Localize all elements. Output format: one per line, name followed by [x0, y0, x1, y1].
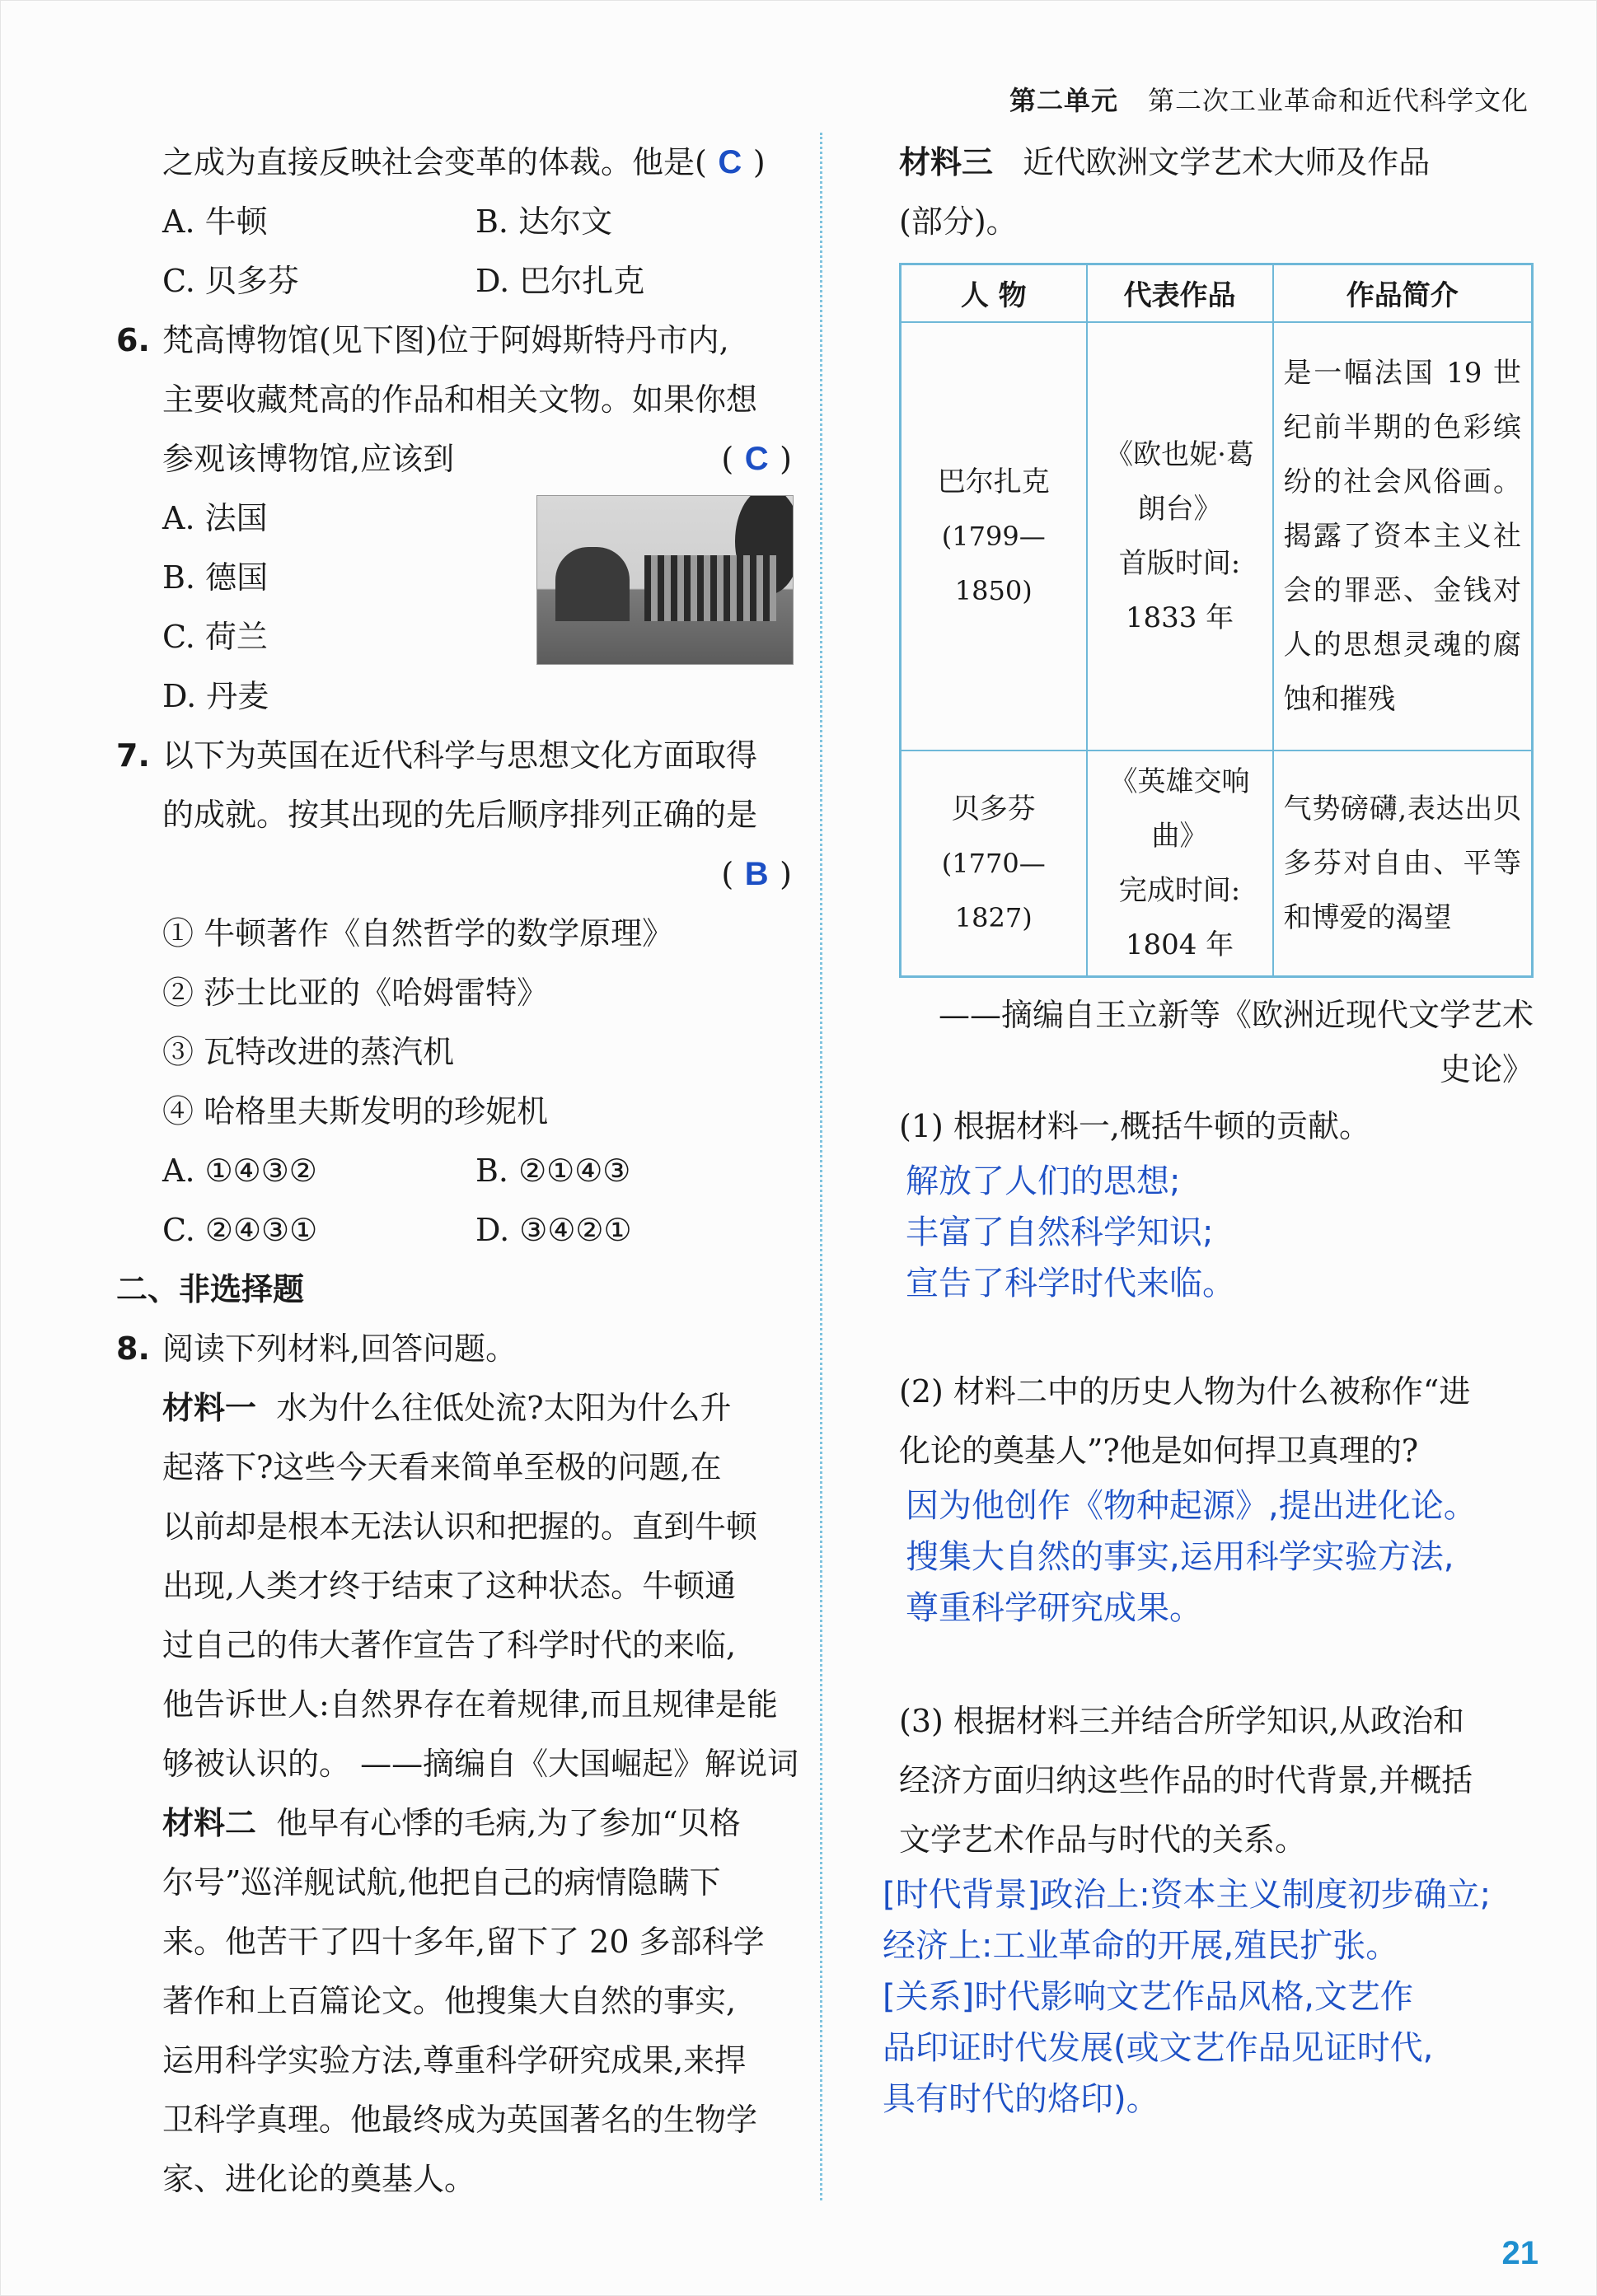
material2-line7: 家、进化论的奠基人。	[162, 2161, 476, 2197]
material2-line6: 卫科学真理。他最终成为英国著名的生物学	[162, 2102, 758, 2138]
q5-option-b: B. 达尔文	[475, 203, 613, 240]
q7-option-a: A. ①④③②	[162, 1153, 317, 1189]
answer-2	[899, 1480, 1534, 1634]
table-header-work: 代表作品	[1087, 264, 1273, 322]
sub-question-1: (1) 根据材料一,概括牛顿的贡献。	[899, 1107, 1370, 1144]
van-gogh-museum-photo	[536, 495, 794, 665]
q7-options-row2	[116, 1200, 792, 1260]
q7-item-3: ③ 瓦特改进的蒸汽机	[162, 1034, 455, 1070]
q7-item-1: ① 牛顿著作《自然哲学的数学原理》	[162, 915, 674, 952]
source-line1: ——摘编自王立新等《欧洲近现代文学艺术	[938, 996, 1534, 1033]
q8-intro: 8. 阅读下列材料,回答问题。	[116, 1319, 792, 1378]
material3-title: 材料三 近代欧洲文学艺术大师及作品	[899, 144, 1431, 180]
source-line2: 史论》	[1439, 1050, 1534, 1087]
q5-options-row2	[116, 251, 792, 311]
answer-1-line1: 解放了人们的思想;	[906, 1162, 1181, 1200]
answer-3-line1: [时代背景]政治上:资本主义制度初步确立;	[883, 1875, 1492, 1914]
answer-1	[899, 1156, 1534, 1309]
material2-line4: 著作和上百篇论文。他搜集大自然的事实,	[162, 1983, 737, 2019]
material3-title-cont: (部分)。	[899, 203, 1018, 240]
q7-option-d: D. ③④②①	[475, 1212, 632, 1248]
table-cell-person: 贝多芬 (1770—1827)	[901, 751, 1087, 977]
q7-option-b: B. ②①④③	[475, 1153, 631, 1189]
q6-option-c: C. 荷兰	[162, 619, 268, 655]
sub-question-2-line1: (2) 材料二中的历史人物为什么被称作“进	[899, 1372, 1471, 1410]
q6-answer-bracket: ( C )	[721, 429, 792, 489]
q5-option-a: A. 牛顿	[162, 203, 268, 240]
section-title-nonchoice: 二、非选择题	[116, 1271, 305, 1307]
q6-answer: C	[744, 441, 769, 477]
photo-main-building	[644, 555, 776, 621]
q5-tail: 之成为直接反映社会变革的体裁。他是( C )	[116, 133, 792, 192]
q7-answer-bracket: ( B )	[721, 844, 792, 904]
material1-line1: 材料一 水为什么往低处流?太阳为什么升	[162, 1390, 732, 1426]
q7-line2: 的成就。按其出现的先后顺序排列正确的是	[162, 797, 758, 833]
table-cell-work: 《英雄交响曲》 完成时间: 1804 年	[1087, 751, 1273, 977]
material1-line6: 他告诉世人:自然界存在着规律,而且规律是能	[162, 1686, 778, 1723]
answer-3-line4: 品印证时代发展(或文艺作品见证时代,	[883, 2028, 1434, 2067]
table-header-row	[901, 264, 1533, 322]
column-divider	[820, 133, 822, 2200]
page-number: 21	[1501, 2235, 1538, 2271]
q7-line1: 7. 以下为英国在近代科学与思想文化方面取得	[116, 726, 792, 785]
material1-line2: 起落下?这些今天看来简单至极的问题,在	[162, 1449, 722, 1485]
answer-2-line1: 因为他创作《物种起源》,提出进化论。	[906, 1486, 1477, 1525]
page-header	[1009, 80, 1529, 118]
q5-answer: C	[718, 144, 742, 180]
material2-line3: 来。他苦干了四十多年,留下了 20 多部科学	[162, 1924, 765, 1960]
sub-question-3-line2: 经济方面归纳这些作品的时代背景,并概括	[899, 1761, 1473, 1798]
q7-option-c: C. ②④③①	[162, 1212, 318, 1248]
material2-line2: 尔号”巡洋舰试航,他把自己的病情隐瞒下	[162, 1864, 721, 1901]
q7-answer-line	[116, 844, 792, 904]
q8-number: 8.	[116, 1330, 150, 1367]
q6-line1: 6. 梵高博物馆(见下图)位于阿姆斯特丹市内,	[116, 311, 792, 370]
answer-2-line2: 搜集大自然的事实,运用科学实验方法,	[906, 1537, 1454, 1576]
material1-label: 材料一	[162, 1390, 257, 1426]
sub-question-3-line1: (3) 根据材料三并结合所学知识,从政治和	[899, 1702, 1464, 1739]
material2-line5: 运用科学实验方法,尊重科学研究成果,来捍	[162, 2042, 747, 2079]
q7-options-row1	[116, 1141, 792, 1200]
q5-options-row1	[116, 192, 792, 251]
table-cell-desc: 气势磅礴,表达出贝多芬对自由、平等和博爱的渴望	[1273, 751, 1533, 977]
table-header-person: 人 物	[901, 264, 1087, 322]
q5-option-c: C. 贝多芬	[162, 263, 299, 299]
q5-option-d: D. 巴尔扎克	[475, 263, 645, 299]
material1-line3: 以前却是根本无法认识和把握的。直到牛顿	[162, 1508, 758, 1545]
material1-line7: 够被认识的。 ——摘编自《大国崛起》解说词	[162, 1746, 799, 1782]
q7-answer: B	[744, 856, 769, 892]
material1-line4: 出现,人类才终于结束了这种状态。牛顿通	[162, 1568, 737, 1604]
answer-2-line3: 尊重科学研究成果。	[906, 1588, 1202, 1627]
q6-option-d: D. 丹麦	[162, 678, 269, 714]
right-column	[883, 133, 1534, 2125]
q6-option-b: B. 德国	[162, 559, 269, 596]
answer-1-line2: 丰富了自然科学知识;	[906, 1213, 1214, 1251]
material2-label: 材料二	[162, 1805, 257, 1841]
q6-option-a: A. 法国	[162, 500, 268, 536]
sub-question-3-line3: 文学艺术作品与时代的关系。	[899, 1821, 1307, 1858]
answer-1-line3: 宣告了科学时代来临。	[906, 1264, 1235, 1302]
table-header-desc: 作品简介	[1273, 264, 1533, 322]
material2-line1: 材料二 他早有心悸的毛病,为了参加“贝格	[162, 1805, 741, 1841]
answer-3-line3: [关系]时代影响文艺作品风格,文艺作	[883, 1977, 1413, 2016]
q6-number: 6.	[116, 322, 150, 358]
q6-line2: 主要收藏梵高的作品和相关文物。如果你想	[162, 381, 758, 418]
material1-line5: 过自己的伟大著作宣告了科学时代的来临,	[162, 1627, 737, 1663]
table-row	[901, 322, 1533, 751]
q7-number: 7.	[116, 737, 150, 774]
sub-question-2-line2: 化论的奠基人”?他是如何捍卫真理的?	[899, 1432, 1419, 1469]
answer-3-line2: 经济上:工业革命的开展,殖民扩张。	[883, 1926, 1399, 1965]
table-row	[901, 751, 1533, 977]
left-column	[116, 133, 799, 2209]
table-cell-person: 巴尔扎克 (1799—1850)	[901, 322, 1087, 751]
q6-line3: 参观该博物馆,应该到 ( C )	[116, 429, 792, 489]
answer-3-line5: 具有时代的烙印)。	[883, 2079, 1159, 2118]
unit-title: 第二次工业革命和近代科学文化	[1147, 85, 1529, 116]
answer-3	[883, 1869, 1534, 2125]
material3-label: 材料三	[899, 144, 994, 180]
works-table	[899, 263, 1534, 978]
table-cell-desc: 是一幅法国 19 世纪前半期的色彩缤纷的社会风俗画。揭露了资本主义社会的罪恶、金钱对人的思想灵魂的腐蚀和摧残	[1273, 322, 1533, 751]
q7-item-2: ② 莎士比亚的《哈姆雷特》	[162, 975, 549, 1011]
photo-round-building	[555, 547, 630, 621]
q7-item-4: ④ 哈格里夫斯发明的珍妮机	[162, 1093, 549, 1129]
table-cell-work: 《欧也妮·葛 朗台》 首版时间: 1833 年	[1087, 322, 1273, 751]
unit-label: 第二单元	[1009, 85, 1118, 116]
